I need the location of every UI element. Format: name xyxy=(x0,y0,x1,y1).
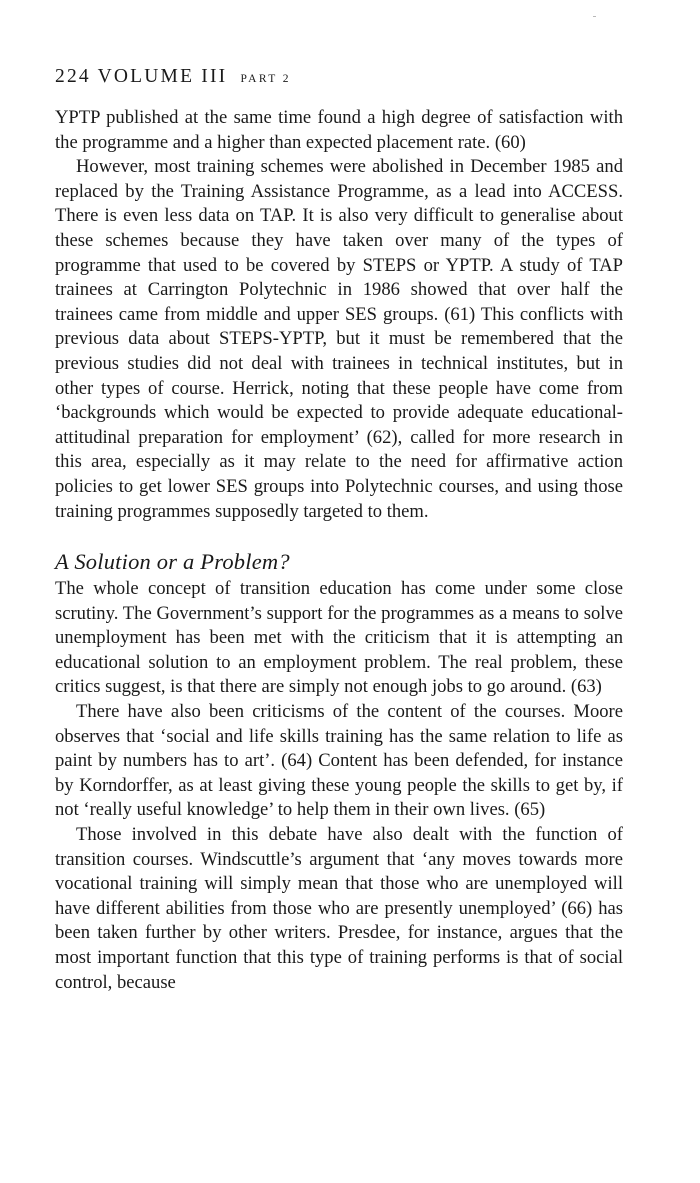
running-head xyxy=(55,64,623,92)
paragraph: There have also been criticisms of the content of the courses. Moore observes that ‘social and life skills training has the same relation to life as paint by numbers has to art’. (64) Content has been defended, for instance by Korndorffer, as at least giving these young people the skills to get by, if not ‘really useful knowledge’ to help them in their own lives. (65) xyxy=(55,701,623,821)
scan-mark xyxy=(593,16,596,17)
book-page xyxy=(55,64,623,995)
paragraph: However, most training schemes were abolished in December 1985 and replaced by the Training Assistance Programme, as a lead into ACCESS. There is even less data on TAP. It is also very difficult to generalise about these schemes because they have taken over many of the types of programme that used to be covered by STEPS or YPTP. A study of TAP trainees at Carrington Polytechnic in 1986 showed that over half the trainees came from middle and upper SES groups. (61) This conflicts with previous data about STEPS-YPTP, but it must be remembered that the previous studies did not deal with trainees in technical institutes, but in other types of course. Herrick, noting that these people have come from ‘backgrounds which would be expected to provide adequate educational-attitudinal preparation for employment’ (62), called for more research in this area, especially as it may relate to the need for affirmative action policies to get lower SES groups into Polytechnic courses, and using those training programmes supposedly targeted to them. xyxy=(55,156,623,522)
part-label: PART 2 xyxy=(240,73,291,85)
page-number: 224 xyxy=(55,66,91,87)
paragraph: YPTP published at the same time found a high degree of satisfaction with the programme and a higher than expected placement rate. (60) xyxy=(55,107,623,153)
section-heading: A Solution or a Problem? xyxy=(55,549,290,575)
paragraph: The whole concept of transition education has come under some close scrutiny. The Government’s support for the programmes as a means to solve unemployment has been met with the criticism that it is attempting an educational solution to an employment problem. The real problem, these critics suggest, is that there are simply not enough jobs to go around. (63) xyxy=(55,578,623,698)
paragraph: Those involved in this debate have also dealt with the function of transition courses. Windscuttle’s argument that ‘any moves towards more vocational training will simply mean that those who are unemployed will have different abilities from those who are presently unemployed’ (66) has been taken further by other writers. Presdee, for instance, argues that the most important function that this type of training performs is that of social control, because xyxy=(55,824,623,993)
volume-label: VOLUME III xyxy=(97,66,228,87)
